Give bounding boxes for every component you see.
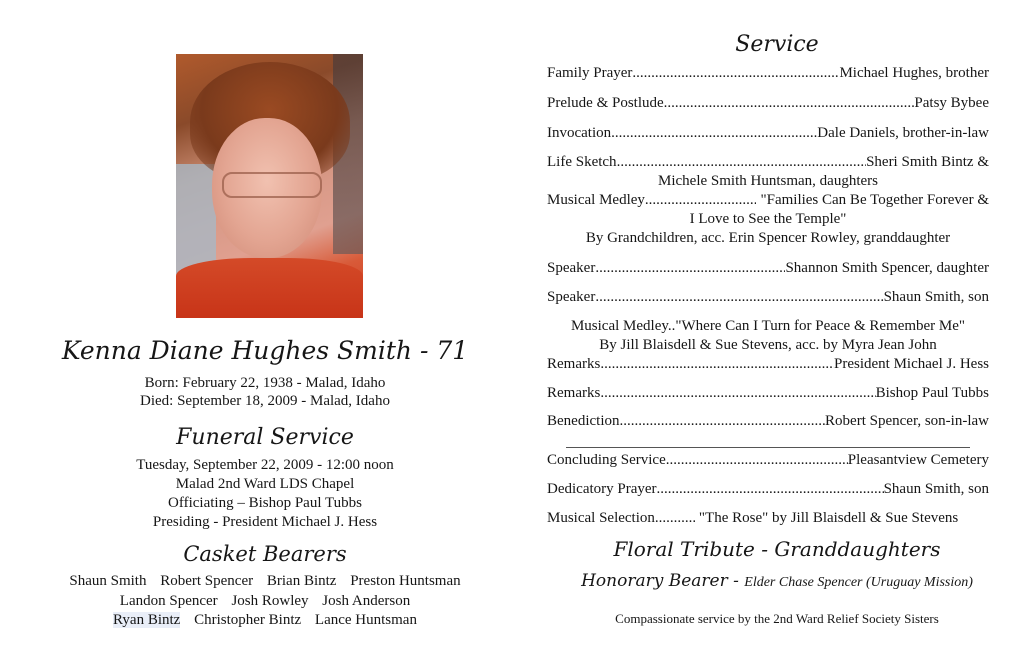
funeral-date: Tuesday, September 22, 2009 - 12:00 noon xyxy=(136,457,394,473)
program-label: Dedicatory Prayer xyxy=(547,481,657,497)
program-label: Remarks xyxy=(547,356,601,372)
program-value: Patsy Bybee xyxy=(914,95,989,111)
funeral-service-heading: Funeral Service xyxy=(176,425,354,450)
program-value: Bishop Paul Tubbs xyxy=(875,385,989,401)
program-label: Benediction xyxy=(547,413,620,429)
leader-dots xyxy=(657,480,884,499)
honorary-bearer-name: Elder Chase Spencer (Uruguay Mission) xyxy=(744,575,973,590)
photo-glasses xyxy=(222,172,322,198)
program-value: Michael Hughes, brother xyxy=(839,65,989,81)
program-value: Shaun Smith, son xyxy=(883,289,989,305)
presiding: Presiding - President Michael J. Hess xyxy=(152,514,378,530)
bearers-row xyxy=(0,611,530,631)
bearers-row xyxy=(0,592,530,612)
program-item xyxy=(547,94,989,113)
program-item xyxy=(547,451,989,470)
leader-dots xyxy=(666,451,848,470)
program-item xyxy=(547,64,989,83)
program-label: Speaker xyxy=(547,289,596,305)
compassionate-service-note: Compassionate service by the 2nd Ward Relief Society Sisters xyxy=(615,611,939,626)
program-item xyxy=(547,480,989,499)
program-item xyxy=(547,288,989,307)
leader-dots xyxy=(664,94,915,113)
leader-dots xyxy=(611,124,817,143)
bearer-name: Ryan Bintz xyxy=(113,612,181,628)
floral-tribute: Floral Tribute - Granddaughters xyxy=(613,537,941,561)
program-value: "Families Can Be Together Forever & xyxy=(760,192,989,208)
deceased-name: Kenna Diane Hughes Smith - 71 xyxy=(61,336,469,365)
program-label: Musical Selection xyxy=(547,510,655,526)
program-item xyxy=(547,124,989,143)
program-continuation: By Jill Blaisdell & Sue Stevens, acc. by Myra Jean John xyxy=(599,337,937,353)
program-line: Musical Medley.."Where Can I Turn for Peace & Remember Me" xyxy=(570,318,966,334)
portrait-photo xyxy=(176,54,363,318)
leader-dots xyxy=(595,259,785,278)
leader-dots xyxy=(600,384,875,403)
program-continuation: I Love to See the Temple" xyxy=(689,211,847,227)
program-item xyxy=(547,384,989,403)
life-dates xyxy=(0,374,530,410)
photo-shirt xyxy=(176,258,363,318)
section-divider xyxy=(566,447,970,448)
officiating: Officiating – Bishop Paul Tubbs xyxy=(168,495,362,511)
leader-dots xyxy=(619,412,825,431)
bearer-name: Brian Bintz xyxy=(266,573,337,589)
program-value: President Michael J. Hess xyxy=(834,356,989,372)
leader-dots xyxy=(617,153,867,172)
program-label: Prelude & Postlude xyxy=(547,95,664,111)
program-value: "The Rose" by Jill Blaisdell & Sue Stevens xyxy=(698,510,959,526)
program-value: Shannon Smith Spencer, daughter xyxy=(785,260,989,276)
program-label: Concluding Service xyxy=(547,452,666,468)
program-item xyxy=(547,317,989,374)
bearer-name: Josh Anderson xyxy=(322,592,411,609)
bearer-name: Christopher Bintz xyxy=(194,612,302,628)
program-continuation: By Grandchildren, acc. Erin Spencer Rowley, granddaughter xyxy=(585,230,951,246)
program-label: Speaker xyxy=(547,260,596,276)
bearer-name: Josh Rowley xyxy=(231,592,309,609)
program-label: Remarks xyxy=(547,385,601,401)
honorary-bearer xyxy=(530,571,1024,591)
bearer-name: Robert Spencer xyxy=(160,573,254,589)
program-label: Musical Medley xyxy=(547,192,645,208)
program-continuation: Michele Smith Huntsman, daughters xyxy=(658,173,878,189)
service-heading: Service xyxy=(735,32,819,57)
program-item xyxy=(547,509,989,528)
program-value: Sheri Smith Bintz & xyxy=(866,154,989,170)
photo-background xyxy=(176,164,216,274)
honorary-bearer-title: Honorary Bearer - xyxy=(581,571,745,591)
program-item xyxy=(547,259,989,278)
casket-bearers-heading: Casket Bearers xyxy=(183,542,347,566)
bearer-name: Lance Huntsman xyxy=(314,612,417,628)
leader-dots xyxy=(645,191,757,210)
program-label: Family Prayer xyxy=(547,65,633,81)
right-panel xyxy=(530,0,1024,663)
program-label: Life Sketch xyxy=(547,154,617,170)
funeral-location: Malad 2nd Ward LDS Chapel xyxy=(175,476,355,492)
program-value: Pleasantview Cemetery xyxy=(847,452,989,468)
bearer-name: Preston Huntsman xyxy=(350,573,461,589)
bearer-name: Landon Spencer xyxy=(119,592,218,609)
born-line: Born: February 22, 1938 - Malad, Idaho xyxy=(144,375,386,391)
leader-dots xyxy=(600,355,834,374)
bearers-row xyxy=(0,572,530,592)
bearer-name: Shaun Smith xyxy=(69,573,147,589)
program-item xyxy=(547,412,989,431)
casket-bearers-list xyxy=(0,572,530,631)
program-label: Invocation xyxy=(547,125,612,141)
program-value: Robert Spencer, son-in-law xyxy=(825,413,989,429)
program-item xyxy=(547,153,989,248)
program-value: Dale Daniels, brother-in-law xyxy=(817,125,989,141)
leader-dots xyxy=(655,509,695,528)
funeral-details xyxy=(0,456,530,532)
died-line: Died: September 18, 2009 - Malad, Idaho xyxy=(140,393,390,409)
program-value: Shaun Smith, son xyxy=(883,481,989,497)
leader-dots xyxy=(595,288,883,307)
leader-dots xyxy=(632,64,839,83)
